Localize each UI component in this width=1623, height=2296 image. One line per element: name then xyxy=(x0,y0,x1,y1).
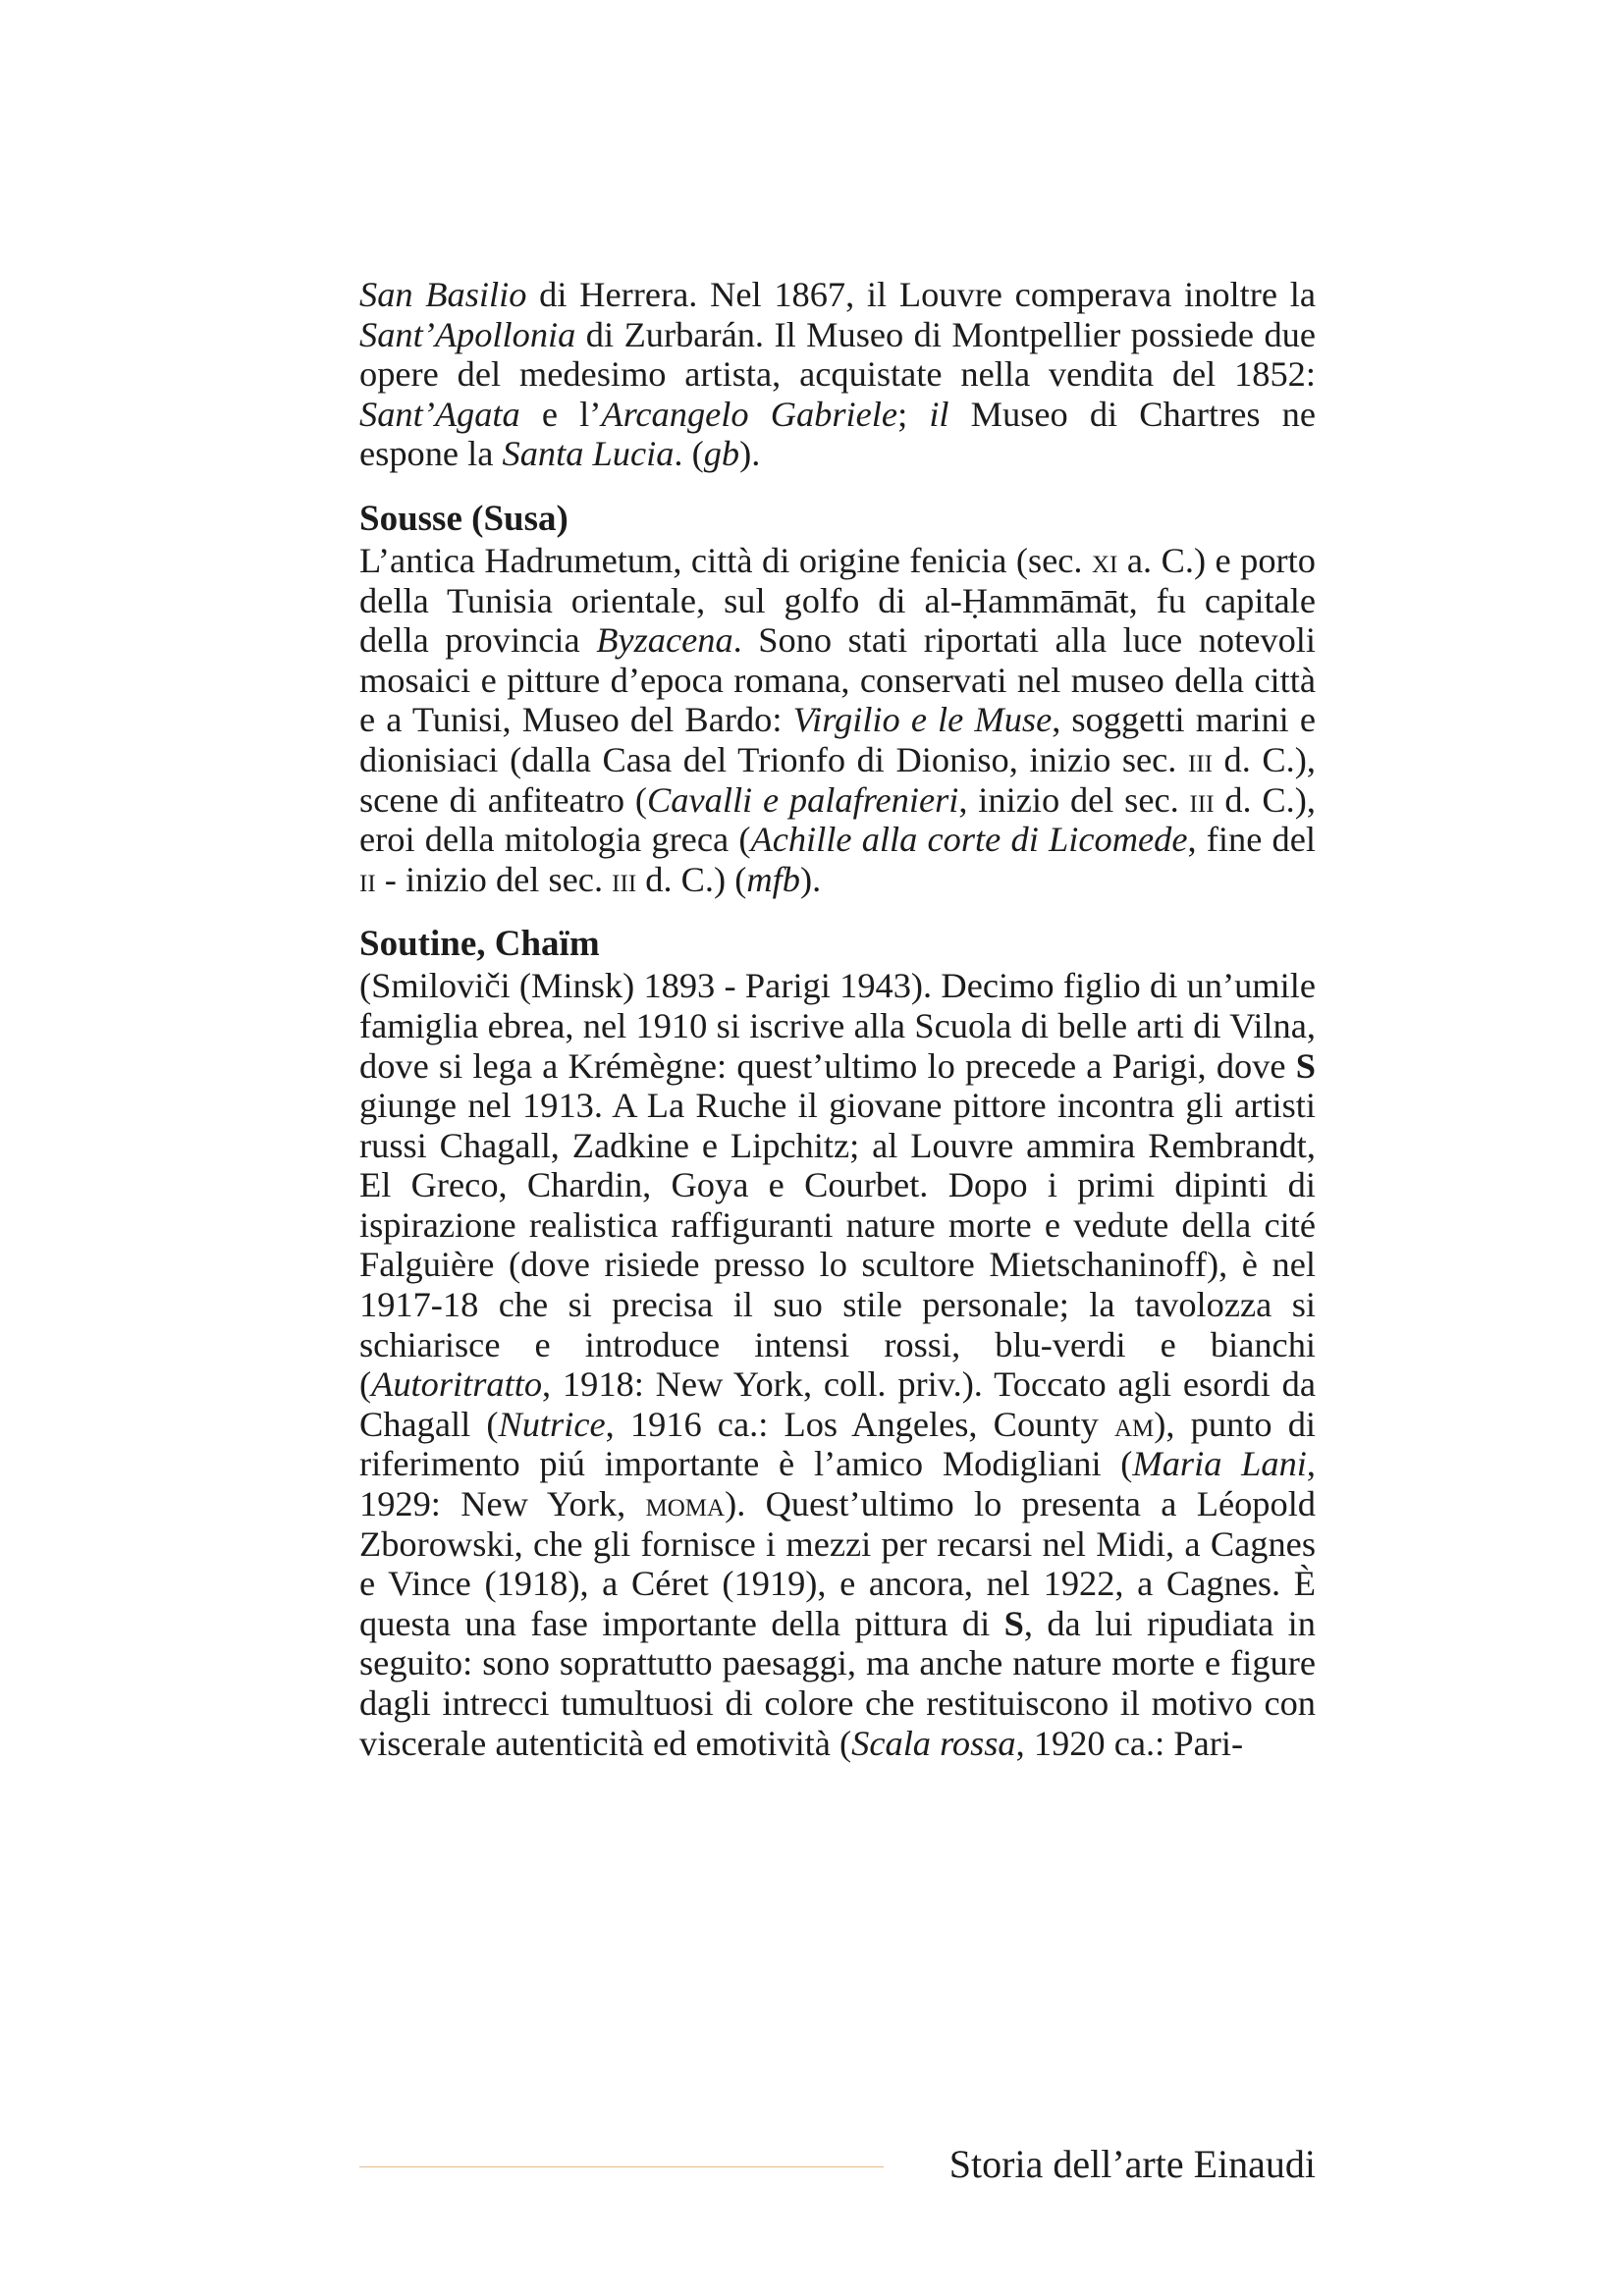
italic-run: Autoritratto xyxy=(371,1364,543,1405)
italic-run: Virgilio e le Muse xyxy=(792,700,1053,740)
small-caps-run: iii xyxy=(1187,739,1213,779)
text-run: giunge nel 1913. A La Ruche il giovane pittore incontra gli artisti russi Chagall, Zadkine e Lipchitz; al Louvre ammira Rembrandt, El Greco, Chardin, Goya e Courbet. Dopo i primi dipinti di ispirazione realistica raffiguranti nature morte e vedute della cité Falguière (dove risiede presso lo scultore Mietschaninoff), è nel 1917-18 che si precisa il suo stile personale; la tavolozza si schiarisce e introduce intensi rossi, blu-verdi e bianchi ( xyxy=(359,1086,1316,1405)
italic-run: Arcangelo Gabriele xyxy=(601,394,898,434)
text-run: L’antica Hadrumetum, città di origine fenicia (sec. xyxy=(359,540,1092,580)
bold-run: S xyxy=(1295,1045,1316,1086)
footer-rule xyxy=(359,2166,884,2167)
italic-run: Santa Lucia xyxy=(502,434,675,474)
text-run: , 1929: New York, xyxy=(359,1444,1316,1524)
text-run: ). xyxy=(799,859,822,899)
entry-body-sousse xyxy=(359,541,1316,899)
footer-title: Storia dell’arte Einaudi xyxy=(948,2142,1316,2186)
italic-run: San Basilio xyxy=(359,275,527,314)
italic-run: gb xyxy=(703,434,740,474)
italic-run: Sant’Apollonia xyxy=(359,314,576,354)
bold-run: S xyxy=(1003,1603,1024,1643)
entry-body-soutine xyxy=(359,966,1316,1763)
italic-run: Nutrice xyxy=(498,1404,606,1444)
text-run: e l’ xyxy=(519,394,602,434)
italic-run: Maria Lani xyxy=(1132,1444,1307,1484)
italic-run: Cavalli e palafrenieri xyxy=(647,779,959,820)
text-run: , 1920 ca.: Pari- xyxy=(1015,1723,1244,1763)
entry-heading-soutine: Soutine, Chaïm xyxy=(359,924,600,965)
small-caps-run: am xyxy=(1114,1404,1155,1444)
text-column xyxy=(359,275,1316,1763)
text-run: Museo di Chartres ne espone la xyxy=(359,394,1316,474)
text-run: , fine del xyxy=(1187,820,1317,860)
text-run: di Herrera. Nel 1867, il Louvre comperava inoltre la xyxy=(526,275,1316,314)
text-run: d. C.), eroi della mitologia greca ( xyxy=(359,779,1316,860)
entry-continuation-paragraph xyxy=(359,275,1316,474)
text-run: , 1918: New York, coll. priv.). Toccato agli esordi da Chagall ( xyxy=(359,1364,1316,1444)
entry-heading-sousse: Sousse (Susa) xyxy=(359,498,568,539)
text-run: , 1916 ca.: Los Angeles, County xyxy=(605,1404,1114,1444)
italic-run: Achille alla corte di Licomede xyxy=(750,820,1188,860)
italic-run: mfb xyxy=(746,859,800,899)
italic-run: Scala rossa xyxy=(851,1723,1016,1763)
small-caps-run: ii xyxy=(359,859,376,899)
text-run: ). Quest’ultimo lo presenta a Léopold Zborowski, che gli fornisce i mezzi per recarsi nel Midi, a Cagnes e Vince (1918), a Céret (1919), e ancora, nel 1922, a Cagnes. È questa una fase importante della pittura di xyxy=(359,1484,1317,1643)
text-run: , inizio del sec. xyxy=(958,779,1190,820)
small-caps-run: iii xyxy=(1189,779,1215,820)
text-run: di Zurbarán. Il Museo di Montpellier possiede due opere del medesimo artista, acquistate nella vendita del 1852: xyxy=(359,314,1316,395)
text-run: - inizio del sec. xyxy=(375,859,613,899)
text-run: ), punto di riferimento piú importante è l’amico Modigliani ( xyxy=(359,1404,1317,1484)
text-run: a. C.) e porto della Tunisia orientale, sul golfo di al-Ḥammāmāt, fu capitale della provincia xyxy=(359,540,1316,661)
text-run: . Sono stati riportati alla luce notevoli mosaici e pitture d’epoca romana, conservati nel museo della città e a Tunisi, Museo del Bardo: xyxy=(359,620,1316,740)
text-run: , soggetti marini e dionisiaci (dalla Casa del Trionfo di Dioniso, inizio sec. xyxy=(359,700,1316,779)
text-run: . ( xyxy=(674,434,704,474)
text-run: ; xyxy=(897,394,930,434)
small-caps-run: iii xyxy=(612,859,637,899)
italic-run: Byzacena xyxy=(596,620,733,661)
italic-run: il xyxy=(929,394,949,434)
text-run: d. C.) ( xyxy=(636,859,747,899)
small-caps-run: xi xyxy=(1092,540,1118,580)
text-run: (Smiloviči (Minsk) 1893 - Parigi 1943). Decimo figlio di un’umile famiglia ebrea, nel 1910 si iscrive alla Scuola di belle arti di Vilna, dove si lega a Krémègne: quest’ultimo lo precede a Parigi, dove xyxy=(359,966,1316,1086)
text-run: ). xyxy=(739,434,761,474)
text-run: , da lui ripudiata in seguito: sono soprattutto paesaggi, ma anche nature morte e figure dagli intrecci tumultuosi di colore che restituiscono il motivo con viscerale autenticità ed emotività ( xyxy=(359,1603,1316,1763)
text-run: d. C.), scene di anfiteatro ( xyxy=(359,739,1316,820)
italic-run: Sant’Agata xyxy=(359,394,520,434)
small-caps-run: moma xyxy=(645,1484,726,1524)
